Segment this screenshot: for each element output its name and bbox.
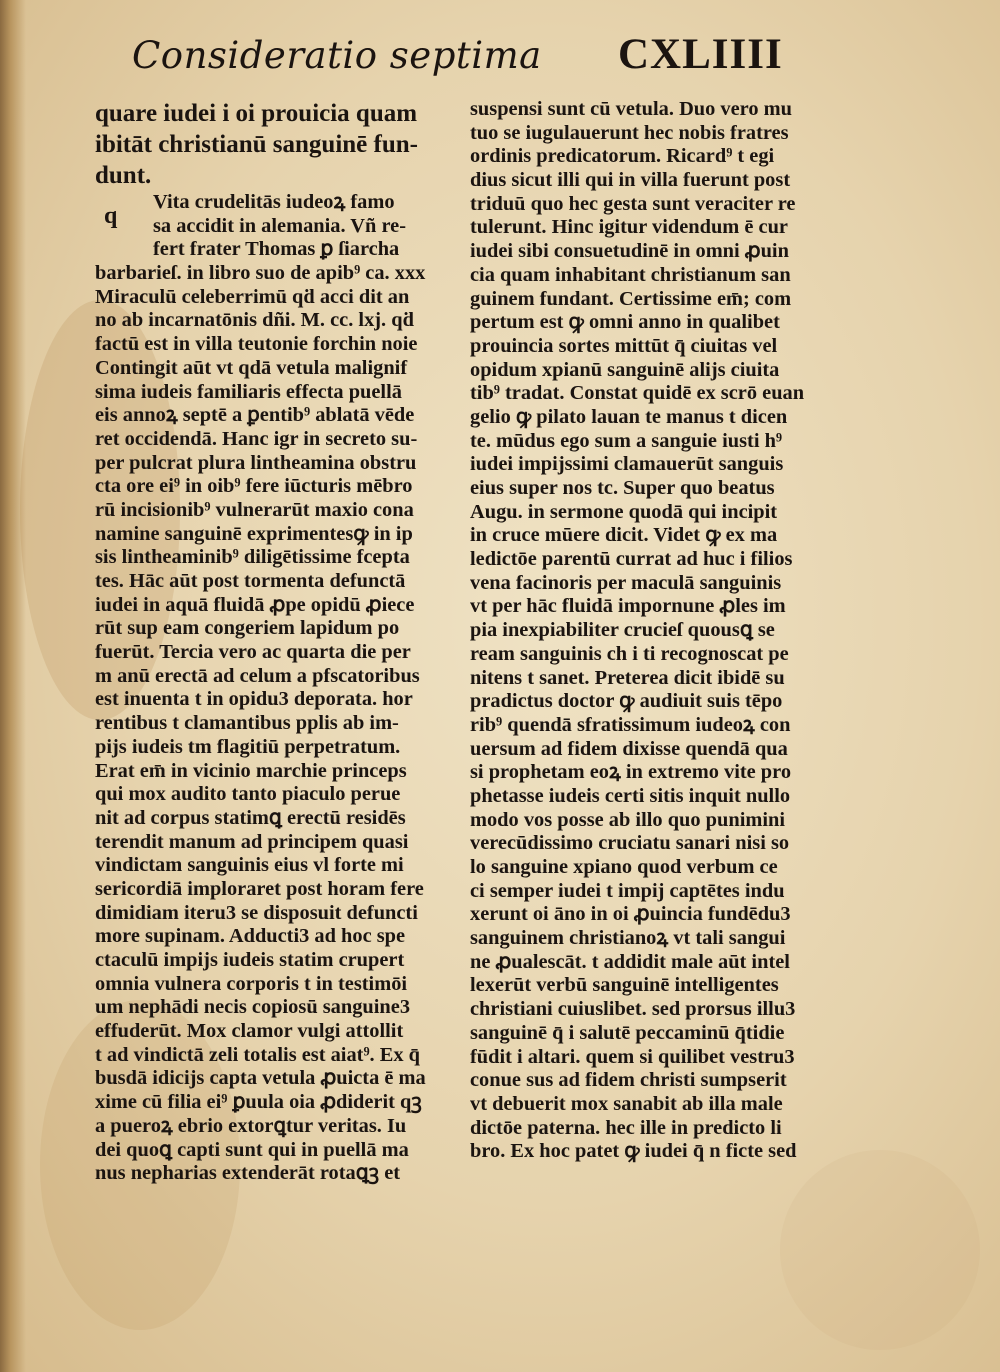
text-line: xerunt oi āno in oi ꝓuincia fundēdu3 xyxy=(470,903,791,926)
text-line: dei quoꝗ capti sunt qui in puellā ma xyxy=(95,1138,409,1161)
text-line: tib⁹ tradat. Constat quidē ex scrō euan xyxy=(470,382,805,405)
text-line: xime cū filia ei⁹ ꝑuula oia ꝓdiderit qꝫ xyxy=(95,1091,422,1114)
text-line: eius super nos tc. Super quo beatus xyxy=(470,477,775,499)
chapter-heading xyxy=(95,98,440,191)
text-line: ne ꝓualescāt. t addidit male aūt intel xyxy=(470,950,790,973)
text-line: conue sus ad fidem christi sumpserit xyxy=(470,1069,787,1092)
text-line: sanguinem christianoꝝ vt tali sangui xyxy=(470,927,786,950)
text-line: iudei sibi consuetudinē in omni ꝓuin xyxy=(470,240,789,263)
text-line: rū incisionib⁹ vulnerarūt maxio cona xyxy=(95,498,414,521)
text-line: more supinam. Adducti3 ad hoc spe xyxy=(95,925,406,948)
text-line: sima iudeis familiaris effecta puellā xyxy=(95,380,402,403)
text-line: busdā idicijs capta vetula ꝓuicta ē ma xyxy=(95,1067,426,1090)
text-line: uersum ad fidem dixisse quendā qua xyxy=(470,737,788,760)
text-line: um nephādi necis copiosū sanguine3 xyxy=(95,996,411,1019)
text-line: suspensi sunt cū vetula. Duo vero mu xyxy=(470,98,792,120)
text-line: nit ad corpus statimꝗ erectū residēs xyxy=(95,806,406,829)
text-line: pertum est ꝙ omni anno in qualibet xyxy=(470,311,780,334)
text-line: si prophetam eoꝝ in extremo vite pro xyxy=(470,761,792,784)
text-line: ledictōe parentū currat ad huc i filios xyxy=(470,548,793,571)
text-line: ream sanguinis ch i ti recognoscat pe xyxy=(470,642,789,665)
text-line: dictōe paterna. hec ille in predicto li xyxy=(470,1116,782,1139)
text-line: pradictus doctor ꝙ audiuit suis tēpo xyxy=(470,690,783,713)
text-line: Erat em̄ in vicinio marchie princeps xyxy=(95,759,407,782)
text-line: phetasse iudeis certi sitis inquit nullo xyxy=(470,784,791,807)
text-line: pijs iudeis tm flagitiū perpetratum. xyxy=(95,735,401,758)
text-line: pia inexpiabiliter crucieſ quousꝗ se xyxy=(470,619,775,642)
text-line: namine sanguinē exprimentesꝙ in ip xyxy=(95,522,413,545)
text-line: Miraculū celeberrimū qḋ acci dit an xyxy=(95,285,410,308)
heading-line: ibitāt christianū sanguinē fun- xyxy=(95,131,418,158)
text-line: in cruce mūere dicit. Videt ꝙ ex ma xyxy=(470,524,778,547)
text-line: lexerūt verbū sanguinē intelligentes xyxy=(470,974,779,997)
text-line: barbarieſ. in libro suo de apib⁹ ca. xxx xyxy=(95,262,426,285)
heading-line: dunt. xyxy=(95,162,152,189)
drop-initial: q xyxy=(104,203,118,229)
text-line: factū est in villa teutonie forchin noie xyxy=(95,333,418,356)
text-line: verecūdissimo cruciatu sanari nisi so xyxy=(470,832,790,855)
text-line: opidum xpianū sanguinē alijs ciuita xyxy=(470,358,780,381)
text-line: omnia vulnera corporis t in testimōi xyxy=(95,972,408,995)
text-line: dius sicut illi qui in villa fuerunt post xyxy=(470,169,791,192)
right-column-text xyxy=(470,98,815,1164)
text-line: lo sanguine xpiano quod verbum ce xyxy=(470,856,778,878)
text-line: sis lintheaminib⁹ diligētissime fcepta xyxy=(95,546,410,569)
text-line: tulerunt. Hinc igitur videndum ē cur xyxy=(470,216,788,239)
text-line: iudei in aquā fluidā ꝓpe opidū ꝓiece xyxy=(95,593,415,616)
text-line: fert frater Thomas ꝑ ſiarcha xyxy=(153,238,400,261)
text-line: dimidiam iteru3 se disposuit defuncti xyxy=(95,901,418,924)
text-line: rib⁹ quendā sfratissimum iudeoꝝ con xyxy=(470,713,791,736)
text-line: sa accidit in alemania. Vñ re- xyxy=(153,214,406,237)
text-line: vt per hāc fluidā impornune ꝓles im xyxy=(470,595,786,618)
text-line: sanguinē q̄ i salutē peccaminū q̄tidie xyxy=(470,1021,785,1044)
text-line: no ab incarnatōnis dñi. M. cc. lxj. qḋ xyxy=(95,309,414,332)
text-line: ordinis predicatorum. Ricard⁹ t egi xyxy=(470,145,775,168)
text-line: vindictam sanguinis eius vl forte mi xyxy=(95,854,404,877)
text-line: vt debuerit mox sanabit ab illa male xyxy=(470,1092,783,1115)
text-line: christiani cuiuslibet. sed prorsus illu3 xyxy=(470,998,796,1021)
text-line: nus nepharias extenderāt rotaꝗꝫ et xyxy=(95,1162,401,1185)
text-line: ret occidendā. Hanc igr in secreto su- xyxy=(95,427,418,450)
text-line: ci semper iudei t impij captētes indu xyxy=(470,879,785,902)
text-line: cia quam inhabitant christianum san xyxy=(470,263,791,286)
left-column xyxy=(95,98,440,1186)
right-column xyxy=(470,98,815,1164)
text-line: guinem fundant. Certissime em̄; com xyxy=(470,287,792,310)
folio-number: CXLIIII xyxy=(618,31,783,78)
text-line: qui mox audito tanto piaculo perue xyxy=(95,783,401,806)
text-line: nitens t sanet. Preterea dicit ibidē su xyxy=(470,666,785,689)
text-line: fuerūt. Tercia vero ac quarta die per xyxy=(95,641,411,664)
text-line: iudei impijssimi clamauerūt sanguis xyxy=(470,453,784,476)
text-line: tes. Hāc aūt post tormenta defunctā xyxy=(95,570,406,592)
text-line: effuderūt. Mox clamor vulgi attollit xyxy=(95,1020,404,1043)
text-line: ctaculū impijs iudeis statim crupert xyxy=(95,949,405,971)
text-line: vena facinoris per maculā sanguinis xyxy=(470,571,782,594)
text-line: sericordiā imploraret post horam fere xyxy=(95,877,424,900)
text-line: per pulcrat plura lintheamina obstru xyxy=(95,451,417,474)
text-line: a pueroꝝ ebrio extorꝗtur veritas. Iu xyxy=(95,1114,407,1137)
text-line: Vita crudelitās iudeoꝝ famo xyxy=(153,191,395,213)
text-line: t ad vindictā zeli totalis est aiat⁹. Ex q̄ xyxy=(95,1043,420,1066)
heading-line: quare iudei i oi prouicia quam xyxy=(95,100,418,127)
text-line: bro. Ex hoc patet ꝙ iudei q̄ n ficte sed xyxy=(470,1140,797,1163)
text-line: tuo se iugulauerunt hec nobis fratres xyxy=(470,121,789,144)
running-title: Consideratio septima xyxy=(132,34,542,77)
paper-stain xyxy=(780,1150,980,1350)
text-line: triduū quo hec gesta sunt veraciter re xyxy=(470,192,796,215)
text-line: cta ore ei⁹ in oib⁹ fere iūcturis mēbro xyxy=(95,475,413,498)
text-line: eis annoꝝ septē a ꝑentib⁹ ablatā vēde xyxy=(95,404,415,427)
page-edge xyxy=(0,0,26,1372)
left-column-text xyxy=(95,191,440,1186)
text-line: fūdit i altari. quem si quilibet vestru3 xyxy=(470,1045,795,1068)
text-line: rentibus t clamantibus pplis ab im- xyxy=(95,712,399,735)
text-line: gelio ꝙ pilato lauan te manus t dicen xyxy=(470,405,788,428)
text-line: rūt sup eam congeriem lapidum po xyxy=(95,617,400,640)
text-line: m anū erectā ad celum a pfscatoribus xyxy=(95,664,420,687)
text-line: prouincia sortes mittūt q̄ ciuitas vel xyxy=(470,334,778,357)
text-line: est inuenta t in opidu3 deporata. hor xyxy=(95,688,413,711)
text-line: Augu. in sermone quodā qui incipit xyxy=(470,500,778,523)
text-line: terendit manum ad principem quasi xyxy=(95,830,409,853)
text-line: Contingit aūt vt qdā vetula malignif xyxy=(95,356,408,379)
text-line: modo vos posse ab illo quo punimini xyxy=(470,808,786,831)
text-line: te. mūdus ego sum a sanguie iusti h⁹ xyxy=(470,429,783,452)
